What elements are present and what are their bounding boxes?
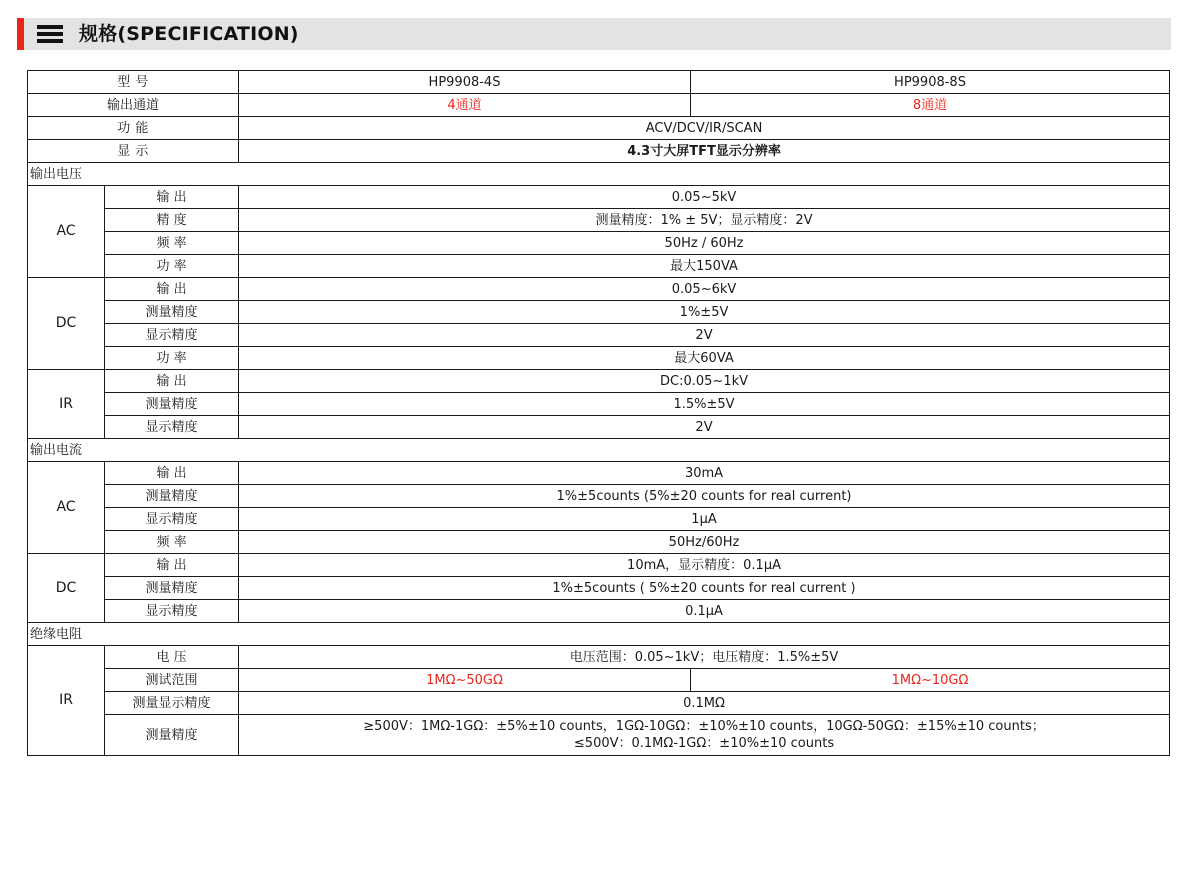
range-b: 1MΩ~10GΩ [691,669,1170,692]
row-value: 0.05~5kV [239,186,1170,209]
table-row [28,554,1170,577]
model-b: HP9908-8S [691,71,1170,94]
section-row [28,163,1170,186]
group-label: AC [28,462,105,554]
row-label: 显示精度 [105,600,239,623]
table-row [28,508,1170,531]
accuracy-line-1: ≥500V：1MΩ-1GΩ：±5%±10 counts，1GΩ-10GΩ：±10%±10 counts，10GΩ-50GΩ：±15%±10 counts； [363,719,1045,734]
table-row [28,416,1170,439]
row-value: 最大60VA [239,347,1170,370]
group-label: DC [28,554,105,623]
range-a: 1MΩ~50GΩ [239,669,691,692]
section-insulation: 绝缘电阻 [28,623,1170,646]
accuracy-line-2: ≤500V：0.1MΩ-1GΩ：±10%±10 counts [573,736,835,751]
row-label: 输 出 [105,370,239,393]
row-label: 显示精度 [105,324,239,347]
row-label: 显示精度 [105,508,239,531]
section-row [28,623,1170,646]
table-row [28,186,1170,209]
table-row [28,692,1170,715]
row-label: 频 率 [105,232,239,255]
group-label: DC [28,278,105,370]
row-value: 50Hz/60Hz [239,531,1170,554]
row-label: 输 出 [105,554,239,577]
row-label: 功 能 [28,117,239,140]
row-label: 输 出 [105,186,239,209]
row-value: DC:0.05~1kV [239,370,1170,393]
table-row [28,324,1170,347]
table-row [28,278,1170,301]
table-row [28,255,1170,278]
row-label: 电 压 [105,646,239,669]
table-row [28,209,1170,232]
table-row [28,531,1170,554]
row-value: 测量精度：1% ± 5V；显示精度：2V [239,209,1170,232]
channels-b: 8通道 [691,94,1170,117]
section-output-voltage: 输出电压 [28,163,1170,186]
row-label: 输出通道 [28,94,239,117]
row-value: 1%±5counts (5%±20 counts for real current) [239,485,1170,508]
model-a: HP9908-4S [239,71,691,94]
row-value: 电压范围：0.05~1kV；电压精度：1.5%±5V [239,646,1170,669]
row-label: 功 率 [105,255,239,278]
display-value: 4.3寸大屏TFT显示分辨率 [239,140,1170,163]
menu-icon [37,25,63,44]
table-row [28,462,1170,485]
row-value: 1%±5counts ( 5%±20 counts for real current ) [239,577,1170,600]
section-output-current: 输出电流 [28,439,1170,462]
group-label: IR [28,370,105,439]
row-value: 0.1μA [239,600,1170,623]
row-label: 测量显示精度 [105,692,239,715]
group-label: AC [28,186,105,278]
table-row [28,577,1170,600]
row-label: 精 度 [105,209,239,232]
row-label: 显 示 [28,140,239,163]
row-channels [28,94,1170,117]
row-label: 输 出 [105,462,239,485]
row-label: 型 号 [28,71,239,94]
row-label: 频 率 [105,531,239,554]
table-row [28,600,1170,623]
table-row [28,301,1170,324]
row-value: 1μA [239,508,1170,531]
row-label: 测量精度 [105,715,239,756]
row-value: 50Hz / 60Hz [239,232,1170,255]
table-row [28,646,1170,669]
row-label: 测试范围 [105,669,239,692]
row-value: 10mA，显示精度：0.1μA [239,554,1170,577]
row-label: 测量精度 [105,301,239,324]
spec-table [27,70,1170,756]
table-row [28,485,1170,508]
section-row [28,439,1170,462]
section-header [17,18,1171,50]
row-function [28,117,1170,140]
table-row [28,347,1170,370]
row-label: 测量精度 [105,485,239,508]
section-title: 规格(SPECIFICATION) [79,23,299,45]
row-value: 2V [239,324,1170,347]
accuracy-value [239,715,1170,756]
row-value: 1%±5V [239,301,1170,324]
table-row [28,715,1170,756]
row-label: 显示精度 [105,416,239,439]
row-label: 测量精度 [105,393,239,416]
table-row [28,393,1170,416]
table-row [28,669,1170,692]
group-label: IR [28,646,105,756]
table-row [28,232,1170,255]
row-value: 0.05~6kV [239,278,1170,301]
row-value: 最大150VA [239,255,1170,278]
row-model [28,71,1170,94]
row-value: 30mA [239,462,1170,485]
row-value: 0.1MΩ [239,692,1170,715]
row-label: 功 率 [105,347,239,370]
channels-a: 4通道 [239,94,691,117]
row-value: 1.5%±5V [239,393,1170,416]
table-row [28,370,1170,393]
row-label: 输 出 [105,278,239,301]
accent-bar [17,18,24,50]
row-value: 2V [239,416,1170,439]
row-display [28,140,1170,163]
function-value: ACV/DCV/IR/SCAN [239,117,1170,140]
row-label: 测量精度 [105,577,239,600]
